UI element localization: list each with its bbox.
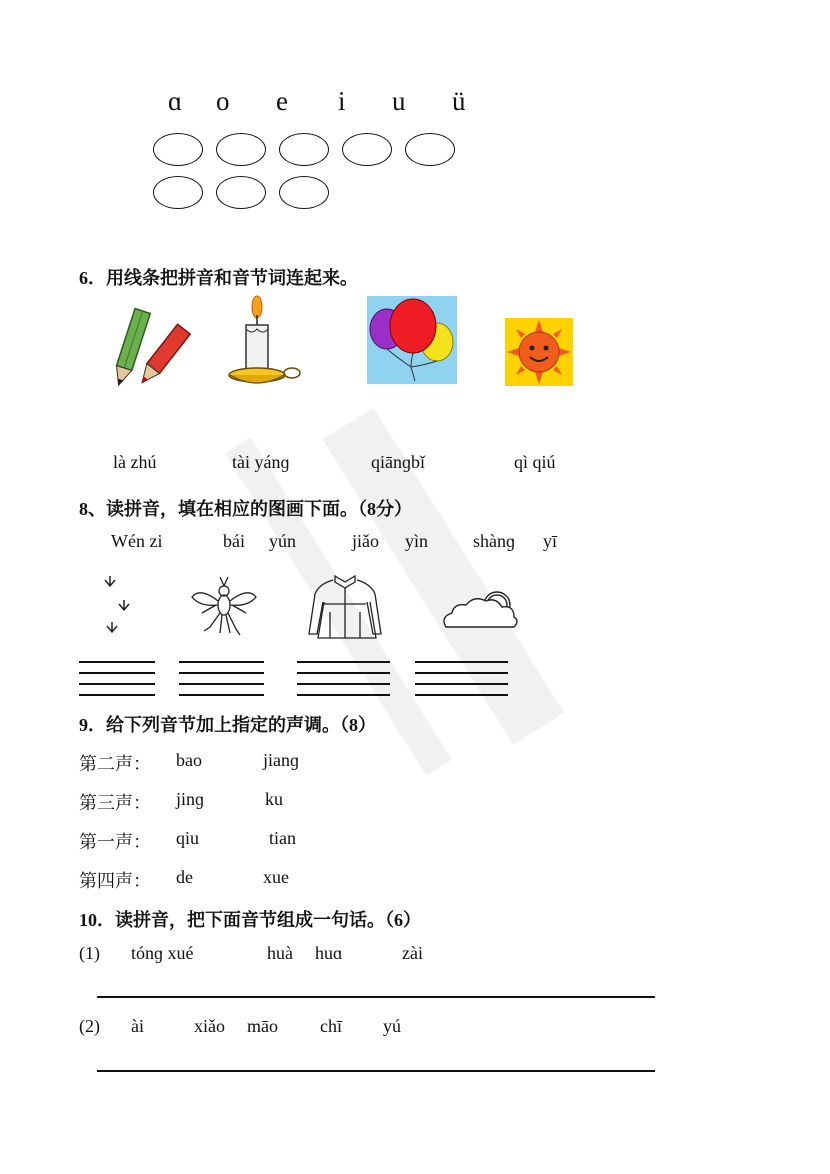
writing-line[interactable]: [79, 672, 155, 674]
word-yin: yìn: [405, 531, 429, 551]
candle-icon: [224, 295, 304, 390]
balloons-icon: [367, 296, 457, 384]
pinyin-qianbi: qiānɡbǐ: [371, 452, 425, 472]
sentence-word: tónɡ xué: [131, 943, 194, 963]
writing-line[interactable]: [415, 672, 508, 674]
word-wenzi: Wén zi: [111, 531, 163, 551]
vowel-i: i: [338, 86, 346, 116]
writing-line[interactable]: [179, 672, 264, 674]
sentence-word: ài: [131, 1016, 144, 1036]
writing-line[interactable]: [297, 694, 390, 696]
vowel-o: o: [216, 86, 230, 116]
syllable: de: [176, 867, 193, 887]
syllable: xue: [263, 867, 289, 887]
word-shang: shànɡ: [473, 531, 515, 551]
writing-line[interactable]: [415, 694, 508, 696]
question-9-heading: 9．给下列音节加上指定的声调。（8）: [79, 715, 376, 735]
sun-icon: [505, 318, 573, 386]
sentence-word: zài: [402, 943, 423, 963]
answer-oval[interactable]: [405, 133, 455, 166]
syllable: bao: [176, 750, 202, 770]
syllable: ku: [265, 789, 283, 809]
item-number: (1): [79, 943, 100, 963]
word-bai: bái: [223, 531, 245, 551]
footprints-icon: [100, 572, 140, 642]
cloud-sun-icon: [440, 587, 540, 637]
sentence-word: yú: [383, 1016, 401, 1036]
question-8-heading: 8、读拼音，填在相应的图画下面。（8分）: [79, 499, 412, 519]
vowel-e: e: [276, 86, 288, 116]
tone-label: 第二声：: [79, 754, 151, 774]
tone-label: 第三声：: [79, 793, 151, 813]
answer-oval[interactable]: [153, 176, 203, 209]
answer-oval[interactable]: [216, 133, 266, 166]
word-yun: yún: [269, 531, 296, 551]
syllable: jianɡ: [263, 750, 299, 770]
clothes-icon: [300, 572, 390, 642]
sentence-word: chī: [320, 1016, 342, 1036]
writing-line[interactable]: [79, 694, 155, 696]
pencils-icon: [110, 305, 190, 395]
vowel-u: u: [392, 86, 406, 116]
writing-line[interactable]: [179, 694, 264, 696]
sentence-word: māo: [247, 1016, 278, 1036]
pinyin-lazhu: là zhú: [113, 452, 157, 472]
question-6-heading: 6．用线条把拼音和音节词连起来。: [79, 268, 358, 288]
word-jiao: jiǎo: [352, 531, 379, 551]
question-10-heading: 10．读拼音，把下面音节组成一句话。（6）: [79, 910, 421, 930]
syllable: tian: [269, 828, 296, 848]
writing-line[interactable]: [297, 672, 390, 674]
item-number: (2): [79, 1016, 100, 1036]
answer-oval[interactable]: [342, 133, 392, 166]
syllable: jinɡ: [176, 789, 205, 809]
tone-label: 第四声：: [79, 871, 151, 891]
mosquito-icon: [186, 575, 266, 640]
pinyin-qiqiu: qì qiú: [514, 452, 556, 472]
answer-oval[interactable]: [216, 176, 266, 209]
writing-line[interactable]: [79, 683, 155, 685]
word-yi: yī: [543, 531, 558, 551]
writing-line[interactable]: [179, 661, 264, 663]
writing-line[interactable]: [297, 683, 390, 685]
answer-line[interactable]: [97, 996, 655, 998]
writing-line[interactable]: [415, 683, 508, 685]
vowel-v: ü: [452, 86, 466, 116]
sentence-word: xiǎo: [194, 1016, 225, 1036]
writing-line[interactable]: [79, 661, 155, 663]
writing-line[interactable]: [297, 661, 390, 663]
pinyin-taiyang: tài yánɡ: [232, 452, 290, 472]
answer-line[interactable]: [97, 1070, 655, 1072]
writing-line[interactable]: [179, 683, 264, 685]
writing-line[interactable]: [415, 661, 508, 663]
answer-oval[interactable]: [279, 133, 329, 166]
tone-label: 第一声：: [79, 832, 151, 852]
sentence-word: huɑ: [315, 943, 343, 963]
syllable: qiu: [176, 828, 200, 848]
vowel-a: ɑ: [168, 86, 183, 116]
answer-oval[interactable]: [279, 176, 329, 209]
answer-oval[interactable]: [153, 133, 203, 166]
sentence-word: huà: [267, 943, 293, 963]
